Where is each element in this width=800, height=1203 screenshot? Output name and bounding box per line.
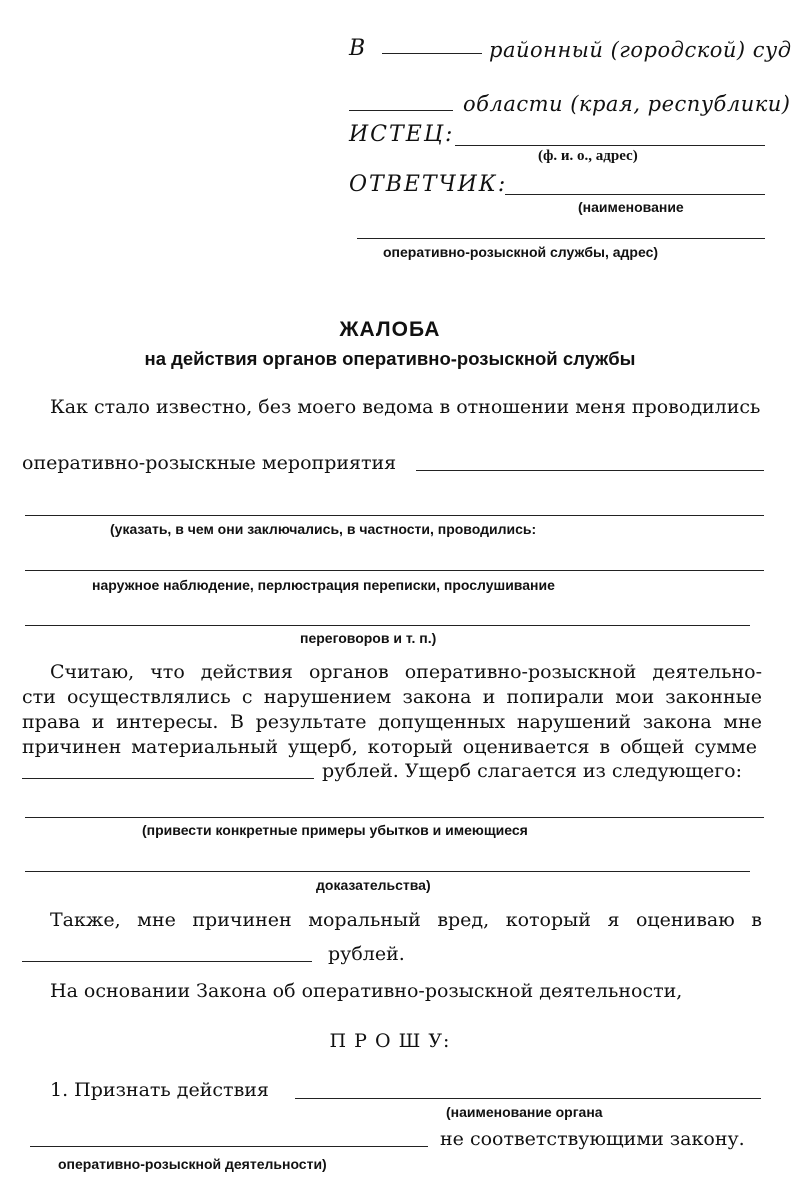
defendant-hint-2: оперативно-розыскной службы, адрес): [383, 244, 659, 260]
item1-label: 1. Признать действия: [50, 1079, 269, 1101]
moral-damage-line: Также, мне причинен моральный вред, который я оцениваю в: [50, 909, 762, 931]
damage-blank-2[interactable]: [25, 871, 750, 872]
paragraph-line-4: причинен материальный ущерб, который оценивается в общей сумме: [22, 736, 757, 758]
item1-suffix: не соответствующими закону.: [440, 1128, 745, 1150]
measures-blank-1[interactable]: [416, 470, 764, 471]
measures-blank-3[interactable]: [25, 570, 764, 571]
damage-blank-1[interactable]: [25, 817, 764, 818]
plaintiff-hint: (ф. и. о., адрес): [538, 148, 638, 164]
intro-text: Как стало известно, без моего ведома в отношении меня проводились: [50, 396, 761, 418]
measures-label: оперативно-розыскные мероприятия: [22, 452, 397, 474]
court-suffix: районный (городской) суд: [489, 38, 792, 62]
damage-suffix: рублей. Ущерб слагается из следующего:: [322, 760, 743, 782]
document-title: ЖАЛОБА: [339, 318, 441, 341]
defendant-hint-1: (наименование: [578, 199, 684, 215]
moral-suffix: рублей.: [328, 943, 405, 965]
region-name-blank[interactable]: [349, 110, 453, 111]
damage-amount-blank[interactable]: [22, 778, 314, 779]
measures-blank-4[interactable]: [25, 625, 750, 626]
damage-hint-2: доказательства): [316, 877, 431, 893]
damage-hint-1: (привести конкретные примеры убытков и имеющиеся: [142, 822, 528, 838]
plaintiff-label: ИСТЕЦ:: [349, 122, 455, 147]
court-prefix: В: [349, 36, 366, 61]
paragraph-line-1: Считаю, что действия органов оперативно-розыскной деятельно-: [50, 661, 762, 683]
measures-blank-2[interactable]: [25, 515, 764, 516]
measures-hint-1: (указать, в чем они заключались, в частности, проводились:: [110, 521, 537, 537]
item1-hint-1: (наименование органа: [446, 1104, 603, 1120]
defendant-blank-2[interactable]: [357, 238, 765, 239]
defendant-blank[interactable]: [505, 194, 765, 195]
document-subtitle: на действия органов оперативно-розыскной службы: [144, 348, 636, 369]
measures-hint-3: переговоров и т. п.): [300, 630, 437, 646]
defendant-label: ОТВЕТЧИК:: [349, 172, 508, 197]
court-name-blank[interactable]: [382, 53, 482, 54]
plaintiff-blank[interactable]: [455, 145, 765, 146]
paragraph-line-3: права и интересы. В результате допущенных нарушений закона мне: [22, 711, 762, 733]
item1-hint-2: оперативно-розыскной деятельности): [58, 1156, 327, 1172]
item1-blank-1[interactable]: [295, 1098, 761, 1099]
item1-blank-2[interactable]: [30, 1146, 428, 1147]
paragraph-line-2: сти осуществлялись с нарушением закона и попирали мои законные: [22, 686, 762, 708]
basis-text: На основании Закона об оперативно-розыскной деятельности,: [50, 980, 683, 1002]
request-heading: П Р О Ш У:: [329, 1030, 451, 1052]
measures-hint-2: наружное наблюдение, перлюстрация переписки, прослушивание: [92, 577, 555, 593]
region-suffix: области (края, республики): [463, 92, 791, 116]
moral-amount-blank[interactable]: [22, 961, 312, 962]
